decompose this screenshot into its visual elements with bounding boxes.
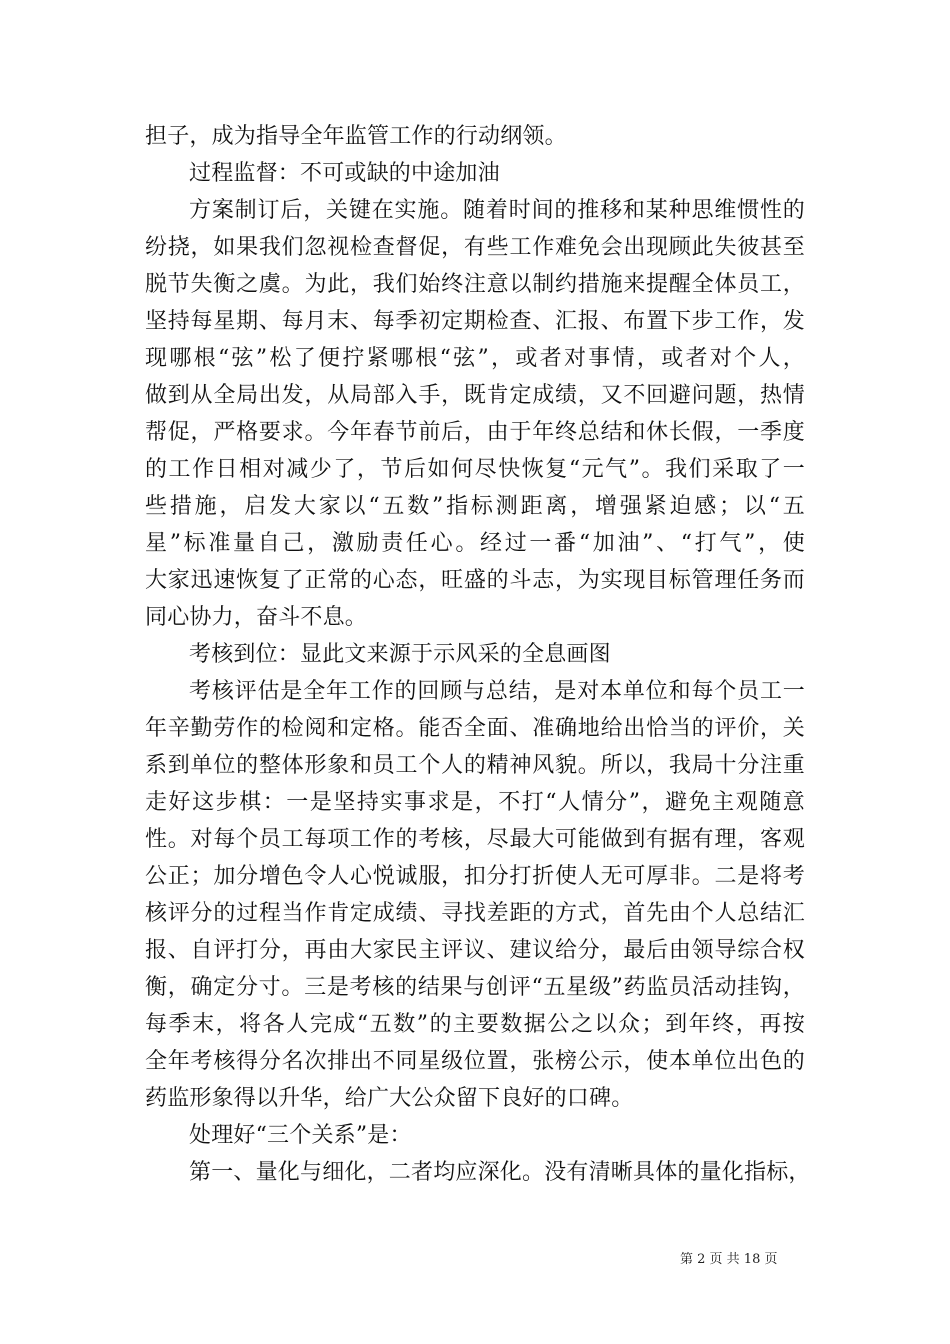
text-line: 年辛勤劳作的检阅和定格。能否全面、准确地给出恰当的评价，关: [145, 716, 805, 741]
text-line: 性。对每个员工每项工作的考核，尽最大可能做到有据有理，客观: [145, 827, 805, 852]
text-line: 些措施，启发大家以“五数”指标测距离，增强紧迫感；以“五: [145, 494, 805, 519]
text-line: 现哪根“弦”松了便拧紧哪根“弦”，或者对事情，或者对个人，: [145, 346, 805, 371]
text-line: 衡，确定分寸。三是考核的结果与创评“五星级”药监员活动挂钩，: [145, 975, 805, 1000]
text-line: 走好这步棋：一是坚持实事求是，不打“人情分”，避免主观随意: [145, 790, 805, 815]
text-line: 第一、量化与细化，二者均应深化。没有清晰具体的量化指标，: [189, 1160, 811, 1185]
text-line: 全年考核得分名次排出不同星级位置，张榜公示，使本单位出色的: [145, 1049, 805, 1074]
text-line: 每季末，将各人完成“五数”的主要数据公之以众；到年终，再按: [145, 1012, 805, 1037]
page-number-footer: 第 2 页 共 18 页: [680, 1252, 778, 1267]
text-line: 脱节失衡之虞。为此，我们始终注意以制约措施来提醒全体员工，: [145, 272, 805, 297]
text-line: 星”标准量自己，激励责任心。经过一番“加油”、“打气”，使: [145, 531, 805, 556]
text-line: 考核评估是全年工作的回顾与总结，是对本单位和每个员工一: [189, 679, 805, 704]
text-line: 纷挠，如果我们忽视检查督促，有些工作难免会出现顾此失彼甚至: [145, 235, 805, 260]
section-heading: 过程监督：不可或缺的中途加油: [189, 161, 500, 186]
text-line: 系到单位的整体形象和员工个人的精神风貌。所以，我局十分注重: [145, 753, 805, 778]
section-heading: 处理好“三个关系”是：: [189, 1123, 412, 1148]
text-line: 报、自评打分，再由大家民主评议、建议给分，最后由领导综合权: [145, 938, 805, 963]
text-line: 大家迅速恢复了正常的心态，旺盛的斗志，为实现目标管理任务而: [145, 568, 805, 593]
text-line: 方案制订后，关键在实施。随着时间的推移和某种思维惯性的: [189, 198, 805, 223]
text-line: 公正；加分增色令人心悦诚服，扣分打折使人无可厚非。二是将考: [145, 864, 805, 889]
section-heading: 考核到位：显此文来源于示风采的全息画图: [189, 642, 611, 667]
text-line: 的工作日相对减少了，节后如何尽快恢复“元气”。我们采取了一: [145, 457, 805, 482]
document-body: [145, 118, 811, 1191]
text-line: 核评分的过程当作肯定成绩、寻找差距的方式，首先由个人总结汇: [145, 901, 805, 926]
text-line: 坚持每星期、每月末、每季初定期检查、汇报、布置下步工作，发: [145, 309, 805, 334]
text-line: 帮促，严格要求。今年春节前后，由于年终总结和休长假，一季度: [145, 420, 805, 445]
text-line: 做到从全局出发，从局部入手，既肯定成绩，又不回避问题，热情: [145, 383, 805, 408]
text-line: 同心协力，奋斗不息。: [145, 605, 368, 630]
text-line: 药监形象得以升华，给广大公众留下良好的口碑。: [145, 1086, 634, 1111]
text-line: 担子，成为指导全年监管工作的行动纲领。: [145, 124, 567, 149]
